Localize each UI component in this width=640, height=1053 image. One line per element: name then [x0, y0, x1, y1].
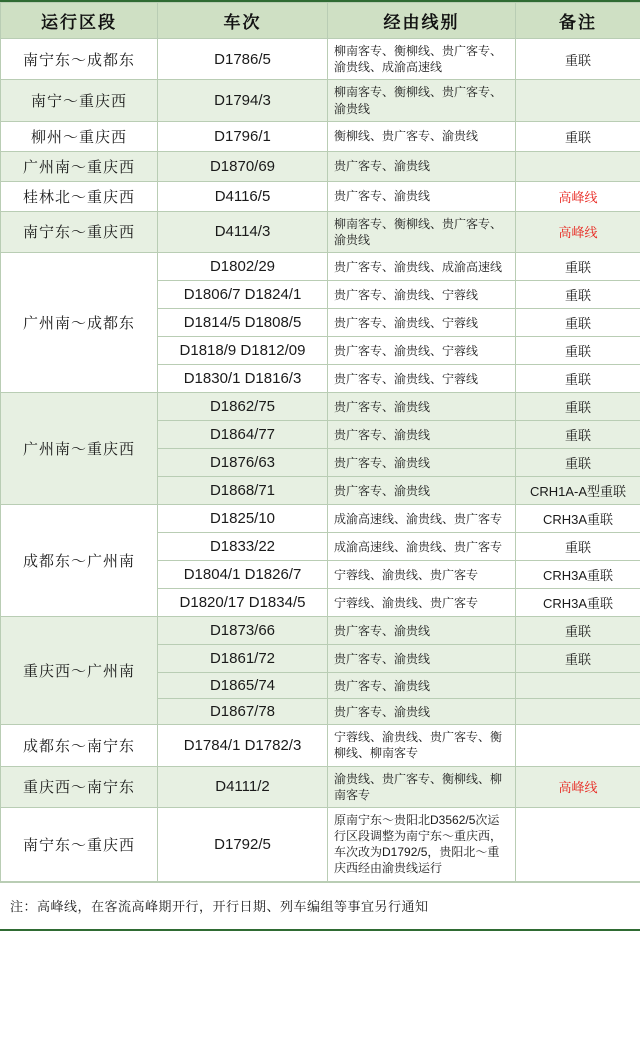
cell-train-number: D1867/78: [158, 699, 328, 725]
cell-segment: 广州南～重庆西: [1, 151, 158, 181]
cell-segment: 广州南～重庆西: [1, 393, 158, 505]
cell-remark: 重联: [516, 617, 640, 645]
cell-train-number: D1868/71: [158, 477, 328, 505]
cell-route: 宁蓉线、渝贵线、贵广客专: [328, 589, 516, 617]
cell-remark: [516, 807, 640, 881]
cell-route: 宁蓉线、渝贵线、贵广客专: [328, 561, 516, 589]
cell-remark: [516, 699, 640, 725]
cell-route: 贵广客专、渝贵线、宁蓉线: [328, 309, 516, 337]
cell-remark: [516, 151, 640, 181]
cell-segment: 南宁东～重庆西: [1, 807, 158, 881]
cell-train-number: D1802/29: [158, 253, 328, 281]
cell-remark: 重联: [516, 281, 640, 309]
column-header-route: 经由线别: [328, 3, 516, 39]
cell-route: 原南宁东～贵阳北D3562/5次运行区段调整为南宁东～重庆西，车次改为D1792/5，贵阳北～重庆西经由渝贵线运行: [328, 807, 516, 881]
cell-route: 贵广客专、渝贵线、宁蓉线: [328, 281, 516, 309]
cell-segment: 成都东～南宁东: [1, 725, 158, 766]
cell-train-number: D1861/72: [158, 645, 328, 673]
cell-route: 柳南客专、衡柳线、贵广客专、渝贵线: [328, 211, 516, 252]
cell-train-number: D4116/5: [158, 181, 328, 211]
table-row: [1, 253, 640, 281]
cell-route: 贵广客专、渝贵线: [328, 151, 516, 181]
cell-segment: 重庆西～广州南: [1, 617, 158, 725]
cell-segment: 柳州～重庆西: [1, 121, 158, 151]
cell-train-number: D1792/5: [158, 807, 328, 881]
cell-train-number: D1830/1 D1816/3: [158, 365, 328, 393]
table-row: [1, 766, 640, 807]
cell-train-number: D1814/5 D1808/5: [158, 309, 328, 337]
cell-remark-peak: 高峰线: [516, 181, 640, 211]
column-header-train-number: 车次: [158, 3, 328, 39]
cell-route: 贵广客专、渝贵线、宁蓉线: [328, 337, 516, 365]
cell-remark: 重联: [516, 253, 640, 281]
cell-train-number: D1796/1: [158, 121, 328, 151]
table-header: [1, 3, 640, 39]
cell-train-number: D1833/22: [158, 533, 328, 561]
cell-remark: [516, 725, 640, 766]
cell-train-number: D1804/1 D1826/7: [158, 561, 328, 589]
train-timetable: [0, 2, 640, 882]
cell-remark: 重联: [516, 121, 640, 151]
cell-train-number: D4111/2: [158, 766, 328, 807]
cell-train-number: D1825/10: [158, 505, 328, 533]
cell-segment: 南宁东～成都东: [1, 39, 158, 80]
cell-remark: 重联: [516, 393, 640, 421]
cell-train-number: D4114/3: [158, 211, 328, 252]
cell-route: 渝贵线、贵广客专、衡柳线、柳南客专: [328, 766, 516, 807]
cell-train-number: D1820/17 D1834/5: [158, 589, 328, 617]
cell-route: 贵广客专、渝贵线: [328, 645, 516, 673]
cell-remark: CRH1A-A型重联: [516, 477, 640, 505]
cell-train-number: D1873/66: [158, 617, 328, 645]
cell-train-number: D1870/69: [158, 151, 328, 181]
cell-remark: 重联: [516, 449, 640, 477]
cell-route: 贵广客专、渝贵线、成渝高速线: [328, 253, 516, 281]
cell-remark: CRH3A重联: [516, 589, 640, 617]
cell-remark-peak: 高峰线: [516, 766, 640, 807]
cell-train-number: D1786/5: [158, 39, 328, 80]
table-row: [1, 39, 640, 80]
column-header-remark: 备注: [516, 3, 640, 39]
cell-remark: CRH3A重联: [516, 561, 640, 589]
cell-segment: 广州南～成都东: [1, 253, 158, 393]
cell-route: 贵广客专、渝贵线: [328, 421, 516, 449]
cell-segment: 成都东～广州南: [1, 505, 158, 617]
table-row: [1, 393, 640, 421]
cell-train-number: D1865/74: [158, 673, 328, 699]
table-row: [1, 617, 640, 645]
cell-remark: [516, 80, 640, 121]
cell-train-number: D1876/63: [158, 449, 328, 477]
cell-remark: 重联: [516, 309, 640, 337]
cell-route: 贵广客专、渝贵线: [328, 673, 516, 699]
header-row: [1, 3, 640, 39]
table-body: [1, 39, 640, 882]
cell-remark: [516, 673, 640, 699]
cell-segment: 南宁～重庆西: [1, 80, 158, 121]
cell-train-number: D1818/9 D1812/09: [158, 337, 328, 365]
cell-route: 贵广客专、渝贵线: [328, 181, 516, 211]
cell-train-number: D1794/3: [158, 80, 328, 121]
cell-remark: 重联: [516, 421, 640, 449]
table-row: [1, 80, 640, 121]
cell-remark: 重联: [516, 337, 640, 365]
cell-route: 贵广客专、渝贵线: [328, 393, 516, 421]
cell-route: 柳南客专、衡柳线、贵广客专、渝贵线: [328, 80, 516, 121]
cell-remark: 重联: [516, 365, 640, 393]
cell-train-number: D1864/77: [158, 421, 328, 449]
table-row: [1, 181, 640, 211]
cell-remark: 重联: [516, 533, 640, 561]
cell-route: 成渝高速线、渝贵线、贵广客专: [328, 505, 516, 533]
table-row: [1, 807, 640, 881]
cell-route: 衡柳线、贵广客专、渝贵线: [328, 121, 516, 151]
cell-train-number: D1862/75: [158, 393, 328, 421]
cell-remark: 重联: [516, 39, 640, 80]
footnote: 注：高峰线，在客流高峰期开行，开行日期、列车编组等事宜另行通知: [0, 882, 640, 929]
column-header-segment: 运行区段: [1, 3, 158, 39]
cell-route: 成渝高速线、渝贵线、贵广客专: [328, 533, 516, 561]
cell-segment: 南宁东～重庆西: [1, 211, 158, 252]
cell-remark: 重联: [516, 645, 640, 673]
cell-train-number: D1806/7 D1824/1: [158, 281, 328, 309]
cell-route: 贵广客专、渝贵线: [328, 477, 516, 505]
table-row: [1, 211, 640, 252]
cell-route: 贵广客专、渝贵线、宁蓉线: [328, 365, 516, 393]
cell-route: 贵广客专、渝贵线: [328, 699, 516, 725]
table-row: [1, 151, 640, 181]
table-row: [1, 725, 640, 766]
cell-remark: CRH3A重联: [516, 505, 640, 533]
cell-train-number: D1784/1 D1782/3: [158, 725, 328, 766]
cell-route: 贵广客专、渝贵线: [328, 449, 516, 477]
table-row: [1, 121, 640, 151]
table-row: [1, 505, 640, 533]
cell-route: 宁蓉线、渝贵线、贵广客专、衡柳线、柳南客专: [328, 725, 516, 766]
cell-route: 柳南客专、衡柳线、贵广客专、渝贵线、成渝高速线: [328, 39, 516, 80]
cell-remark-peak: 高峰线: [516, 211, 640, 252]
cell-segment: 重庆西～南宁东: [1, 766, 158, 807]
cell-segment: 桂林北～重庆西: [1, 181, 158, 211]
cell-route: 贵广客专、渝贵线: [328, 617, 516, 645]
